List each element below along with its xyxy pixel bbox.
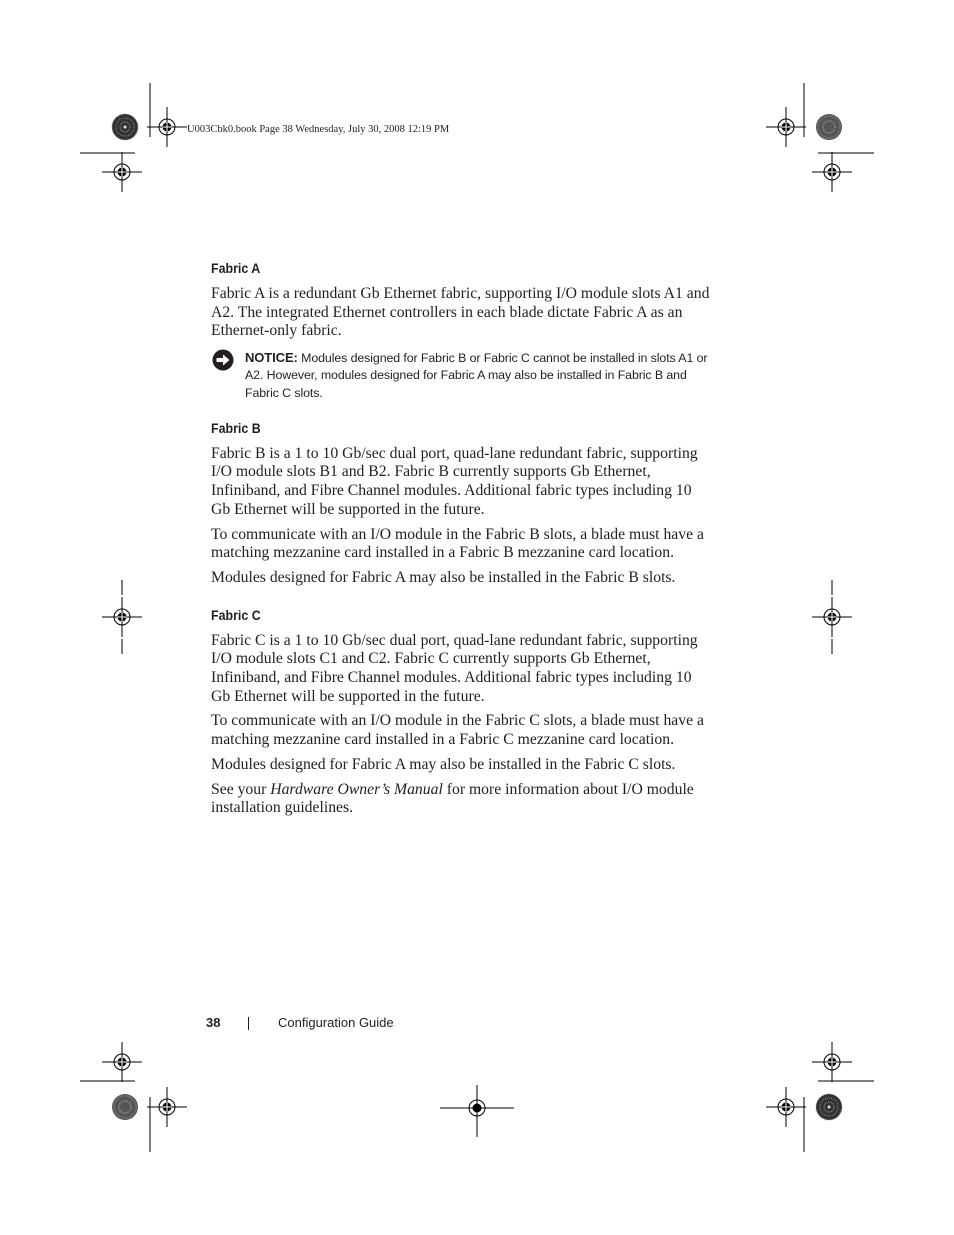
heading-fabric-c: Fabric C: [211, 607, 261, 623]
notice-label: NOTICE:: [245, 350, 298, 366]
notice-arrow-icon: [212, 349, 234, 371]
fabric-c-paragraph-4: [211, 781, 711, 818]
fabric-a-paragraph: Fabric A is a redundant Gb Ethernet fabric, supporting I/O module slots A1 and A2. The integrated Ethernet controllers in each blade dictate Fabric A as an Ethernet-only fabric.: [211, 285, 710, 340]
registration-mark-icon: [147, 1087, 187, 1127]
fabric-b-paragraph-1: Fabric B is a 1 to 10 Gb/sec dual port, quad-lane redundant fabric, supporting I/O module slots B1 and B2. Fabric B currently supports Gb Ethernet, Infiniband, and Fibre Channel modules. Additional fabric types including 10 Gb Ethernet will be supported in the future.: [211, 444, 698, 518]
footer-separator: [248, 1017, 249, 1030]
fabric-b-paragraph-3: Modules designed for Fabric A may also be installed in the Fabric B slots.: [211, 568, 676, 586]
manual-title: Hardware Owner’s Manual: [270, 780, 443, 798]
color-wheel-icon: [816, 114, 842, 140]
registration-mark-icon: [766, 1087, 806, 1127]
registration-mark-icon: [102, 1042, 142, 1082]
registration-mark-icon: [102, 152, 142, 192]
page-number: 38: [206, 1015, 221, 1030]
registration-mark-icon: [812, 597, 852, 637]
heading-fabric-b: Fabric B: [211, 420, 261, 436]
notice-text: [245, 349, 711, 402]
file-slug: U003Cbk0.book Page 38 Wednesday, July 30, 2008 12:19 PM: [187, 124, 450, 135]
fabric-c-paragraph-3: Modules designed for Fabric A may also be installed in the Fabric C slots.: [211, 755, 676, 773]
fabric-b-paragraph-2: To communicate with an I/O module in the Fabric B slots, a blade must have a matching mezzanine card installed in a Fabric B mezzanine card location.: [211, 525, 704, 562]
page-body: [211, 260, 711, 818]
color-wheel-icon: [112, 1094, 138, 1120]
fabric-c-paragraph-2: To communicate with an I/O module in the Fabric C slots, a blade must have a matching mezzanine card installed in a Fabric C mezzanine card location.: [211, 712, 704, 749]
see-prefix: See your: [211, 780, 271, 798]
registration-mark-icon: [812, 1042, 852, 1082]
fabric-c-paragraph-1: Fabric C is a 1 to 10 Gb/sec dual port, quad-lane redundant fabric, supporting I/O module slots C1 and C2. Fabric C currently supports Gb Ethernet, Infiniband, and Fibre Channel modules. Additional fabric types including 10 Gb Ethernet will be supported in the future.: [211, 631, 698, 705]
heading-fabric-a: Fabric A: [211, 261, 261, 276]
registration-mark-icon: [766, 107, 806, 147]
see-suffix: for more information about I/O module installation guidelines.: [211, 780, 694, 817]
notice-body: Modules designed for Fabric B or Fabric C cannot be installed in slots A1 or A2. However, modules designed for Fabric A may also be installed in Fabric B and Fabric C slots.: [245, 351, 708, 400]
color-wheel-icon: [112, 114, 138, 140]
registration-mark-icon: [102, 597, 142, 637]
footer-title: Configuration Guide: [278, 1015, 394, 1030]
color-wheel-icon: [816, 1094, 842, 1120]
registration-mark-icon: [147, 107, 187, 147]
registration-mark-icon: [812, 152, 852, 192]
notice-box: [211, 349, 711, 402]
